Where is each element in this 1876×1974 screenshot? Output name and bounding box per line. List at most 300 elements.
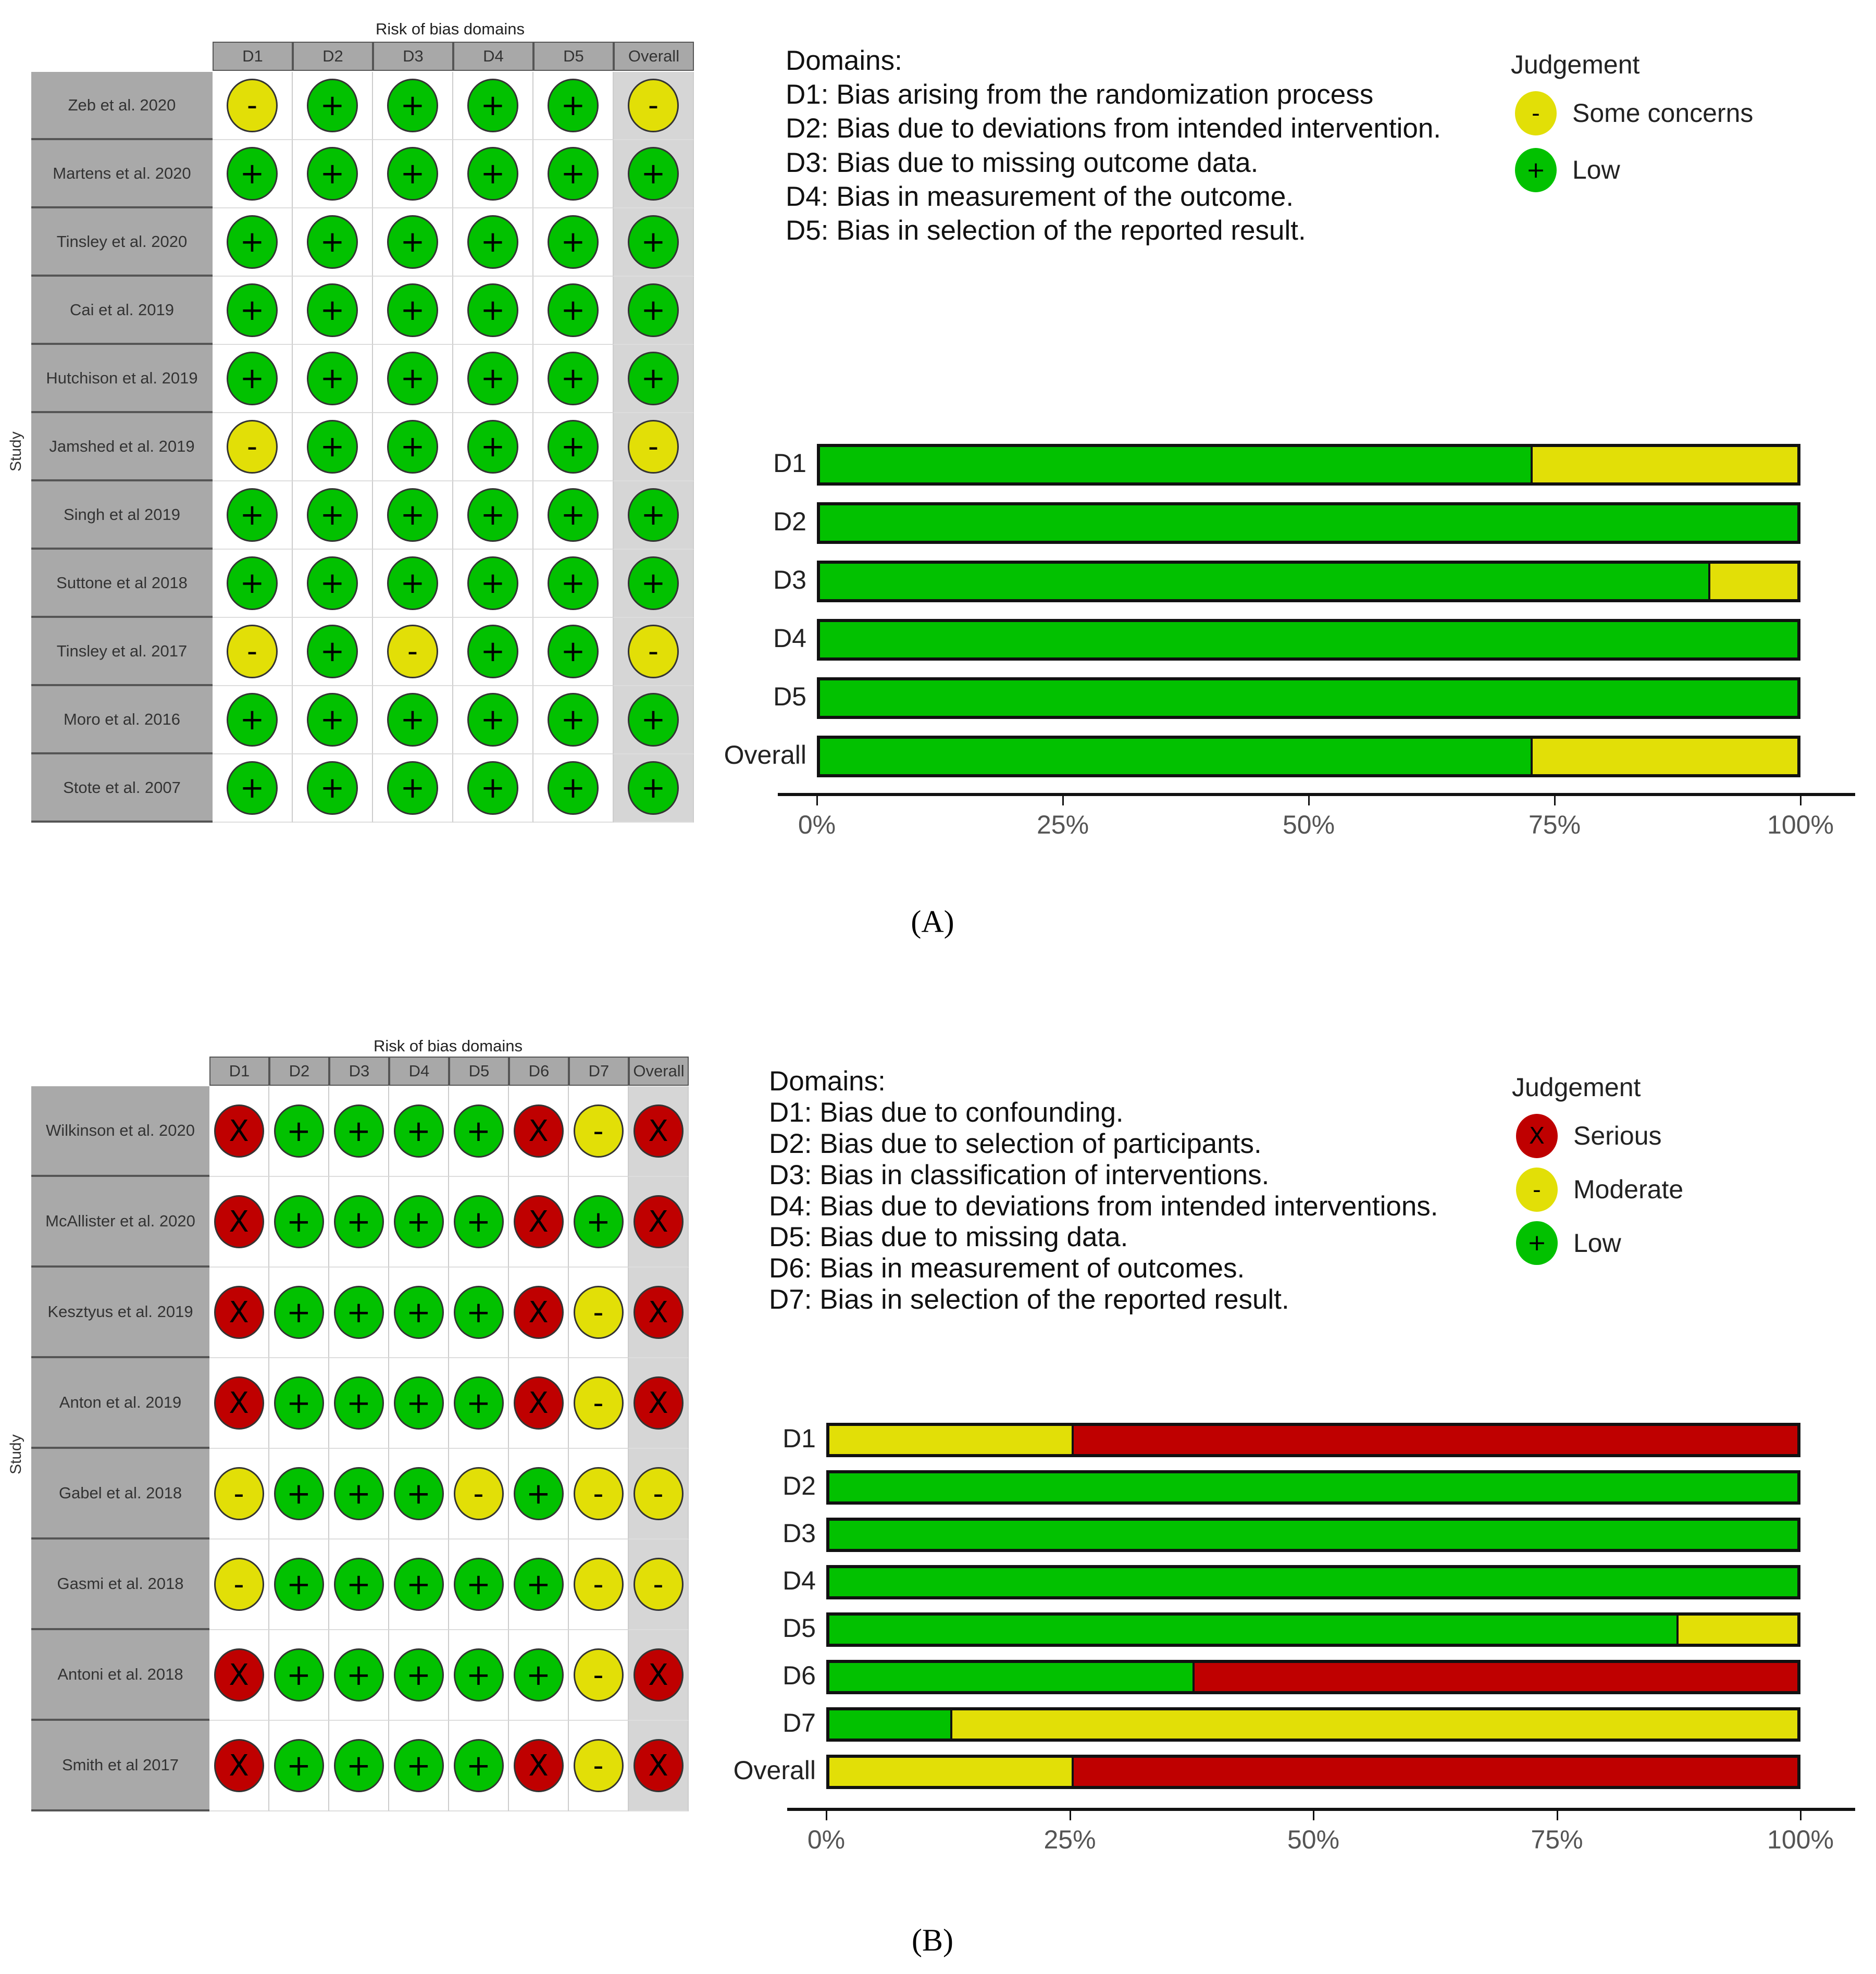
bar-segment-low — [820, 739, 1531, 774]
stacked-bar — [817, 502, 1800, 544]
judgement-cell — [569, 1268, 629, 1358]
low-risk-plus-icon: + — [467, 761, 518, 815]
bar-category-label: Overall — [724, 740, 806, 769]
study-label: Jamshed et al. 2019 — [31, 413, 213, 481]
legend-item-moderate — [1516, 1168, 1683, 1212]
low-risk-plus-icon: + — [227, 556, 278, 611]
serious-risk-x-icon: X — [514, 1104, 564, 1158]
low-risk-plus-icon: + — [227, 352, 278, 406]
bar-segment-low — [820, 622, 1797, 657]
judgement-cell — [453, 686, 533, 754]
study-label: Hutchison et al. 2019 — [31, 345, 213, 413]
low-risk-plus-icon: + — [307, 488, 358, 542]
judgement-cell — [389, 1358, 449, 1449]
some-concerns-minus-icon: - — [633, 1467, 684, 1520]
column-header-d1: D1 — [213, 42, 293, 71]
column-header-overall: Overall — [629, 1057, 689, 1086]
domains-title: Domains: — [786, 45, 902, 76]
bar-segment-low — [820, 564, 1708, 599]
serious-risk-x-icon: X — [214, 1195, 264, 1248]
low-risk-plus-icon: + — [548, 79, 599, 133]
judgement-cell — [614, 208, 694, 277]
judgement-cell — [269, 1358, 329, 1449]
low-risk-plus-icon: + — [387, 420, 438, 474]
judgement-cell — [449, 1630, 509, 1721]
low-risk-plus-icon: + — [628, 215, 679, 269]
judgement-cell — [209, 1630, 269, 1721]
judgement-cell — [293, 618, 373, 686]
judgement-cell — [209, 1540, 269, 1630]
low-risk-plus-icon: + — [394, 1376, 444, 1430]
low-risk-plus-icon: + — [274, 1558, 324, 1611]
some-concerns-minus-icon: - — [227, 420, 278, 474]
column-header-d2: D2 — [269, 1057, 329, 1086]
some-concerns-minus-icon: - — [628, 79, 679, 133]
x-axis-line — [778, 793, 1855, 796]
x-axis-tick — [1313, 1811, 1314, 1820]
domains-legend — [769, 1066, 1438, 1315]
judgement-cell — [329, 1358, 389, 1449]
some-concerns-minus-icon: - — [574, 1376, 624, 1430]
judgement-cell — [509, 1177, 569, 1268]
low-risk-plus-icon: + — [628, 488, 679, 542]
low-risk-plus-icon: + — [227, 693, 278, 747]
domains-title: Domains: — [769, 1066, 886, 1097]
domain-definition: D1: Bias due to confounding. — [769, 1097, 1124, 1128]
column-header-d7: D7 — [569, 1057, 629, 1086]
judgement-cell — [373, 686, 453, 754]
low-risk-plus-icon: + — [227, 488, 278, 542]
judgement-cell — [373, 550, 453, 618]
serious-risk-x-icon: X — [1516, 1114, 1558, 1158]
judgement-cell — [329, 1449, 389, 1540]
x-axis-tick — [826, 1811, 827, 1820]
x-axis-tick — [1554, 796, 1556, 805]
judgement-cell — [614, 72, 694, 140]
domain-definition: D4: Bias in measurement of the outcome. — [786, 181, 1294, 212]
low-risk-plus-icon: + — [514, 1558, 564, 1611]
bar-segment-some-concerns — [1531, 447, 1797, 482]
low-risk-plus-icon: + — [454, 1376, 504, 1430]
low-risk-plus-icon: + — [548, 147, 599, 201]
judgement-cell — [629, 1268, 689, 1358]
low-risk-plus-icon: + — [548, 352, 599, 406]
serious-risk-x-icon: X — [633, 1739, 684, 1792]
column-header-d5: D5 — [449, 1057, 509, 1086]
low-risk-plus-icon: + — [394, 1739, 444, 1792]
judgement-cell — [373, 481, 453, 550]
legend-item-low — [1516, 1221, 1683, 1265]
x-axis-tick — [816, 796, 818, 805]
judgement-cell — [449, 1268, 509, 1358]
judgement-cell — [614, 140, 694, 208]
legend-label: Serious — [1573, 1121, 1662, 1151]
stacked-bar — [817, 561, 1800, 602]
judgement-cell — [614, 345, 694, 413]
some-concerns-minus-icon: - — [1515, 91, 1557, 135]
judgement-cell — [269, 1268, 329, 1358]
judgement-cell — [269, 1721, 329, 1811]
serious-risk-x-icon: X — [633, 1286, 684, 1339]
judgement-cell — [209, 1268, 269, 1358]
low-risk-plus-icon: + — [334, 1286, 384, 1339]
low-risk-plus-icon: + — [307, 556, 358, 611]
some-concerns-minus-icon: - — [633, 1558, 684, 1611]
judgement-cell — [629, 1177, 689, 1268]
low-risk-plus-icon: + — [307, 147, 358, 201]
judgement-cell — [269, 1540, 329, 1630]
some-concerns-minus-icon: - — [574, 1648, 624, 1702]
study-label: Martens et al. 2020 — [31, 140, 213, 208]
low-risk-plus-icon: + — [467, 693, 518, 747]
study-label: Kesztyus et al. 2019 — [31, 1268, 209, 1358]
column-header-d6: D6 — [509, 1057, 569, 1086]
bar-category-label: D5 — [782, 1613, 816, 1643]
judgement-cell — [389, 1630, 449, 1721]
table-title: Risk of bias domains — [373, 1037, 523, 1055]
bar-segment-low — [820, 680, 1797, 716]
judgement-cell — [509, 1358, 569, 1449]
bar-segment-low — [829, 1568, 1797, 1596]
bar-category-label: D2 — [773, 507, 806, 536]
judgement-cell — [293, 72, 373, 140]
low-risk-plus-icon: + — [548, 693, 599, 747]
x-tick-label: 25% — [1036, 810, 1089, 839]
low-risk-plus-icon: + — [548, 761, 599, 815]
caption-b: (B) — [912, 1923, 953, 1957]
judgement-cell — [329, 1540, 389, 1630]
judgement-cell — [533, 345, 614, 413]
judgement-cell — [269, 1177, 329, 1268]
stacked-bar — [817, 619, 1800, 661]
some-concerns-minus-icon: - — [574, 1467, 624, 1520]
bar-segment-low — [820, 447, 1531, 482]
stacked-bar — [826, 1518, 1800, 1552]
judgement-cell — [453, 277, 533, 345]
bar-segment-low — [829, 1710, 950, 1739]
low-risk-plus-icon: + — [334, 1467, 384, 1520]
judgement-cell — [293, 277, 373, 345]
judgement-cell — [213, 208, 293, 277]
low-risk-plus-icon: + — [387, 215, 438, 269]
low-risk-plus-icon: + — [1515, 148, 1557, 192]
x-axis-line — [787, 1808, 1855, 1811]
low-risk-plus-icon: + — [548, 556, 599, 611]
legend-label: Low — [1573, 1228, 1621, 1258]
x-tick-label: 50% — [1282, 810, 1335, 839]
judgement-cell — [533, 140, 614, 208]
judgement-cell — [533, 208, 614, 277]
judgement-cell — [373, 413, 453, 481]
low-risk-plus-icon: + — [628, 352, 679, 406]
judgement-cell — [373, 72, 453, 140]
low-risk-plus-icon: + — [394, 1195, 444, 1248]
judgement-cell — [293, 413, 373, 481]
some-concerns-minus-icon: - — [574, 1104, 624, 1158]
some-concerns-minus-icon: - — [454, 1467, 504, 1520]
judgement-cell — [389, 1177, 449, 1268]
bar-segment-some-concerns — [1531, 739, 1797, 774]
x-axis-tick — [1557, 1811, 1558, 1820]
judgement-cell — [449, 1086, 509, 1177]
legend-item-some — [1515, 91, 1753, 135]
study-label: Stote et al. 2007 — [31, 754, 213, 823]
column-header-d5: D5 — [533, 42, 614, 71]
serious-risk-x-icon: X — [214, 1104, 264, 1158]
x-tick-label: 100% — [1767, 810, 1834, 839]
legend-item-low — [1515, 148, 1753, 192]
low-risk-plus-icon: + — [387, 556, 438, 611]
serious-risk-x-icon: X — [214, 1286, 264, 1339]
some-concerns-minus-icon: - — [227, 625, 278, 679]
low-risk-plus-icon: + — [274, 1376, 324, 1430]
bar-category-label: D2 — [782, 1471, 816, 1500]
low-risk-plus-icon: + — [467, 625, 518, 679]
low-risk-plus-icon: + — [454, 1648, 504, 1702]
low-risk-plus-icon: + — [467, 352, 518, 406]
study-label: Singh et al 2019 — [31, 481, 213, 550]
serious-risk-x-icon: X — [214, 1648, 264, 1702]
low-risk-plus-icon: + — [274, 1286, 324, 1339]
stacked-bar — [826, 1755, 1800, 1789]
bar-category-label: D5 — [773, 682, 806, 711]
judgement-cell — [389, 1268, 449, 1358]
low-risk-plus-icon: + — [454, 1558, 504, 1611]
judgement-cell — [453, 481, 533, 550]
judgement-title: Judgement — [1511, 50, 1640, 79]
low-risk-plus-icon: + — [467, 283, 518, 338]
serious-risk-x-icon: X — [633, 1104, 684, 1158]
judgement-cell — [569, 1630, 629, 1721]
low-risk-plus-icon: + — [307, 693, 358, 747]
low-risk-plus-icon: + — [394, 1467, 444, 1520]
bar-segment-moderate — [950, 1710, 1797, 1739]
low-risk-plus-icon: + — [1516, 1221, 1558, 1265]
stacked-bar — [817, 736, 1800, 777]
judgement-cell — [373, 618, 453, 686]
judgement-cell — [509, 1449, 569, 1540]
judgement-cell — [213, 345, 293, 413]
some-concerns-minus-icon: - — [574, 1739, 624, 1792]
judgement-cell — [453, 550, 533, 618]
bar-segment-some-concerns — [1708, 564, 1797, 599]
legend-label: Moderate — [1573, 1175, 1684, 1205]
judgement-cell — [329, 1630, 389, 1721]
study-label: Tinsley et al. 2017 — [31, 618, 213, 686]
judgement-cell — [533, 277, 614, 345]
judgement-cell — [533, 481, 614, 550]
judgement-cell — [569, 1086, 629, 1177]
bar-category-label: D4 — [782, 1566, 816, 1595]
low-risk-plus-icon: + — [628, 147, 679, 201]
domain-definition: D7: Bias in selection of the reported result. — [769, 1284, 1289, 1315]
low-risk-plus-icon: + — [387, 283, 438, 338]
low-risk-plus-icon: + — [548, 488, 599, 542]
low-risk-plus-icon: + — [307, 215, 358, 269]
low-risk-plus-icon: + — [307, 761, 358, 815]
judgement-cell — [293, 550, 373, 618]
low-risk-plus-icon: + — [274, 1195, 324, 1248]
low-risk-plus-icon: + — [334, 1195, 384, 1248]
serious-risk-x-icon: X — [633, 1376, 684, 1430]
judgement-cell — [293, 481, 373, 550]
x-axis-tick — [1062, 796, 1064, 805]
some-concerns-minus-icon: - — [214, 1558, 264, 1611]
y-axis-label: Study — [7, 1434, 24, 1474]
judgement-cell — [213, 72, 293, 140]
x-tick-label: 50% — [1287, 1825, 1340, 1854]
low-risk-plus-icon: + — [467, 488, 518, 542]
x-axis-tick — [1800, 796, 1802, 805]
bar-category-label: D3 — [782, 1519, 816, 1548]
legend-label: Low — [1572, 155, 1620, 185]
judgement-cell — [509, 1086, 569, 1177]
judgement-cell — [213, 277, 293, 345]
serious-risk-x-icon: X — [214, 1376, 264, 1430]
low-risk-plus-icon: + — [334, 1376, 384, 1430]
judgement-cell — [614, 277, 694, 345]
judgement-cell — [293, 754, 373, 823]
study-label: Anton et al. 2019 — [31, 1358, 209, 1449]
judgement-cell — [453, 72, 533, 140]
judgement-legend — [1511, 49, 1753, 205]
low-risk-plus-icon: + — [574, 1195, 624, 1248]
domain-definition: D3: Bias due to missing outcome data. — [786, 147, 1259, 178]
serious-risk-x-icon: X — [514, 1286, 564, 1339]
judgement-cell — [453, 345, 533, 413]
judgement-cell — [209, 1177, 269, 1268]
serious-risk-x-icon: X — [214, 1739, 264, 1792]
low-risk-plus-icon: + — [307, 79, 358, 133]
low-risk-plus-icon: + — [454, 1195, 504, 1248]
judgement-cell — [449, 1177, 509, 1268]
judgement-cell — [293, 345, 373, 413]
low-risk-plus-icon: + — [628, 693, 679, 747]
judgement-cell — [389, 1449, 449, 1540]
judgement-cell — [329, 1177, 389, 1268]
judgement-cell — [373, 277, 453, 345]
judgement-cell — [533, 618, 614, 686]
column-header-d4: D4 — [453, 42, 533, 71]
bar-segment-moderate — [1676, 1616, 1797, 1644]
judgement-cell — [213, 618, 293, 686]
study-label: Moro et al. 2016 — [31, 686, 213, 754]
low-risk-plus-icon: + — [334, 1739, 384, 1792]
stacked-bar — [826, 1565, 1800, 1599]
low-risk-plus-icon: + — [307, 283, 358, 338]
bar-category-label: Overall — [733, 1756, 816, 1785]
x-axis-tick — [1308, 796, 1310, 805]
domain-definition: D4: Bias due to deviations from intended interventions. — [769, 1190, 1438, 1222]
judgement-cell — [269, 1630, 329, 1721]
low-risk-plus-icon: + — [454, 1104, 504, 1158]
judgement-cell — [293, 686, 373, 754]
stacked-bar — [817, 444, 1800, 486]
judgement-cell — [269, 1086, 329, 1177]
column-header-d1: D1 — [209, 1057, 269, 1086]
bar-category-label: D4 — [773, 624, 806, 653]
bar-segment-serious — [1072, 1758, 1798, 1786]
legend-label: Some concerns — [1572, 98, 1754, 128]
low-risk-plus-icon: + — [227, 215, 278, 269]
judgement-cell — [209, 1358, 269, 1449]
stacked-bar — [817, 677, 1800, 719]
low-risk-plus-icon: + — [334, 1104, 384, 1158]
study-label: Smith et al 2017 — [31, 1721, 209, 1811]
judgement-cell — [569, 1721, 629, 1811]
low-risk-plus-icon: + — [334, 1558, 384, 1611]
some-concerns-minus-icon: - — [227, 79, 278, 133]
judgement-cell — [533, 413, 614, 481]
judgement-cell — [509, 1630, 569, 1721]
low-risk-plus-icon: + — [387, 693, 438, 747]
some-concerns-minus-icon: - — [387, 625, 438, 679]
judgement-cell — [533, 550, 614, 618]
judgement-cell — [213, 481, 293, 550]
judgement-cell — [449, 1449, 509, 1540]
low-risk-plus-icon: + — [548, 625, 599, 679]
judgement-cell — [453, 413, 533, 481]
judgement-cell — [293, 208, 373, 277]
judgement-cell — [509, 1721, 569, 1811]
judgement-cell — [449, 1540, 509, 1630]
stacked-bar — [826, 1423, 1800, 1457]
bar-category-label: D1 — [782, 1424, 816, 1453]
low-risk-plus-icon: + — [387, 352, 438, 406]
domain-definition: D5: Bias due to missing data. — [769, 1222, 1128, 1253]
judgement-cell — [373, 754, 453, 823]
bar-segment-serious — [1072, 1426, 1798, 1454]
judgement-cell — [209, 1721, 269, 1811]
low-risk-plus-icon: + — [227, 283, 278, 338]
some-concerns-minus-icon: - — [628, 420, 679, 474]
low-risk-plus-icon: + — [394, 1558, 444, 1611]
low-risk-plus-icon: + — [387, 79, 438, 133]
low-risk-plus-icon: + — [227, 147, 278, 201]
bar-segment-low — [829, 1616, 1676, 1644]
low-risk-plus-icon: + — [467, 147, 518, 201]
domain-definition: D2: Bias due to deviations from intended intervention. — [786, 113, 1442, 144]
some-concerns-minus-icon: - — [574, 1286, 624, 1339]
bar-segment-low — [829, 1521, 1797, 1549]
low-risk-plus-icon: + — [274, 1648, 324, 1702]
low-risk-plus-icon: + — [548, 283, 599, 338]
serious-risk-x-icon: X — [514, 1195, 564, 1248]
x-tick-label: 0% — [798, 810, 836, 839]
x-tick-label: 0% — [807, 1825, 846, 1854]
domain-definition: D5: Bias in selection of the reported result. — [786, 215, 1306, 246]
judgement-cell — [269, 1449, 329, 1540]
low-risk-plus-icon: + — [307, 625, 358, 679]
judgement-cell — [509, 1268, 569, 1358]
bar-category-label: D1 — [773, 449, 806, 478]
serious-risk-x-icon: X — [633, 1648, 684, 1702]
judgement-cell — [213, 754, 293, 823]
table-title: Risk of bias domains — [375, 20, 525, 38]
some-concerns-minus-icon: - — [574, 1558, 624, 1611]
judgement-cell — [569, 1358, 629, 1449]
bar-category-label: D6 — [782, 1661, 816, 1690]
judgement-cell — [453, 208, 533, 277]
stacked-bar — [826, 1707, 1800, 1742]
study-label: Zeb et al. 2020 — [31, 72, 213, 140]
bar-segment-low — [829, 1473, 1797, 1501]
x-tick-label: 100% — [1767, 1825, 1834, 1854]
bar-segment-serious — [1192, 1663, 1797, 1691]
judgement-cell — [213, 550, 293, 618]
low-risk-plus-icon: + — [394, 1104, 444, 1158]
legend-item-serious — [1516, 1114, 1683, 1158]
